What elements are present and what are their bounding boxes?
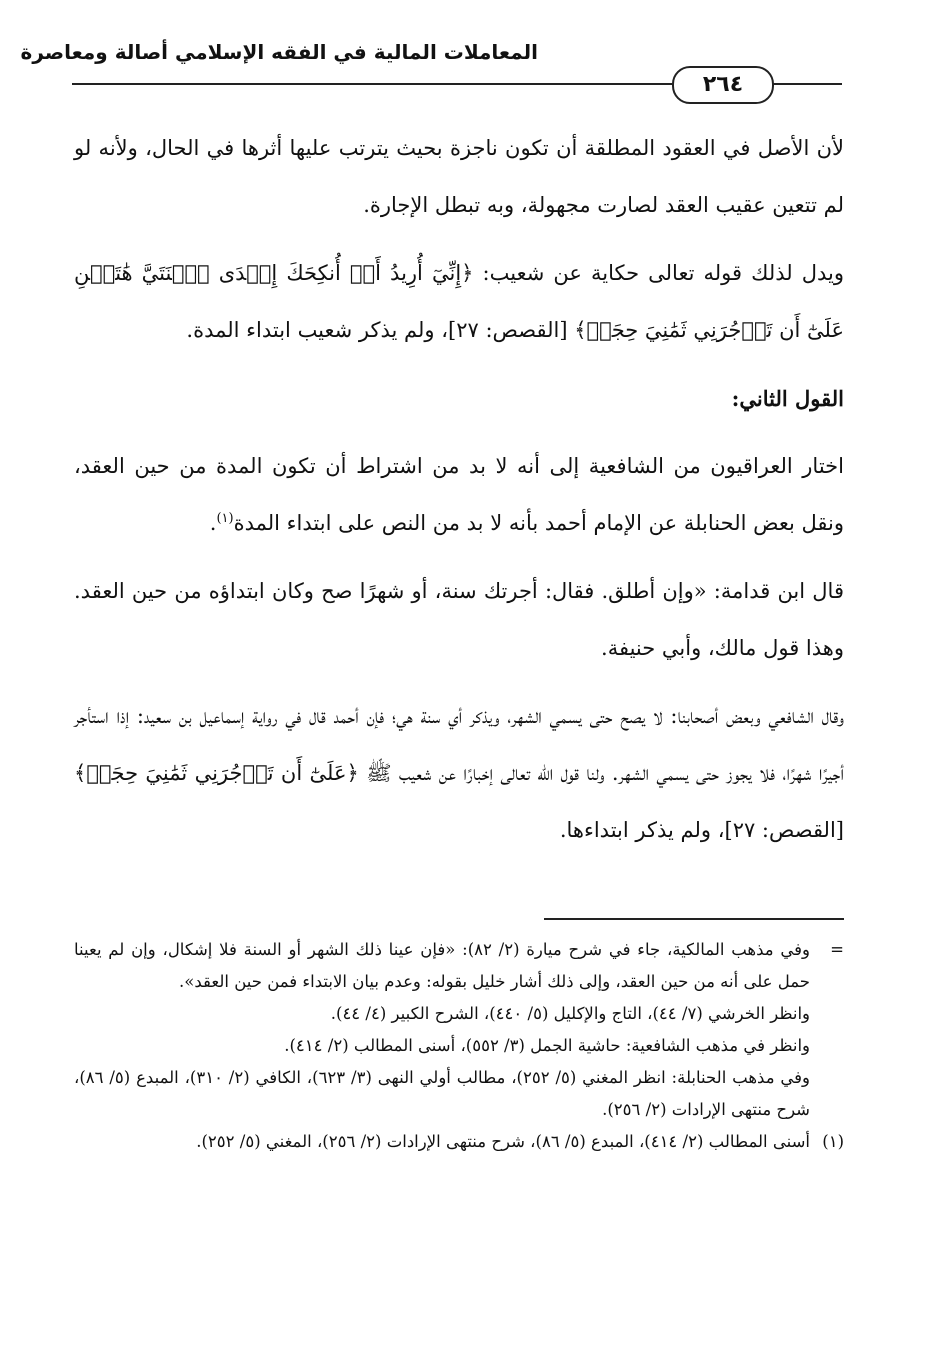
paragraph-5 — [74, 688, 844, 859]
footnotes — [74, 934, 844, 1158]
paragraph-3-text: اختار العراقيون من الشافعية إلى أنه لا بد من اشتراط أن تكون المدة من حين العقد، ونقل بعض الحنابلة عن الإمام أحمد بأنه لا بد من النص على ابتداء المدة — [74, 454, 844, 535]
quran-verse: عَلَىٰٓ أَن تَأۡجُرَنِي ثَمَٰنِيَ حِجَجٖ — [86, 761, 347, 785]
header-rule-right — [770, 83, 842, 85]
paragraph-5-text: وقال الشافعي وبعض أصحابنا: لا يصح حتى يسمي الشهر، ويذكر أي سنة هي؛ فإن أحمد قال في رواية إسماعيل بن سعيد: إذا استأجر أجيرًا شهرًا، فلا يجوز حتى يسمي الشهر. ولنا قول الله تعالى إخبارًا عن شعيب — [74, 704, 844, 785]
header-rule-left — [72, 83, 672, 85]
verse-citation: [القصص: ٢٧]، ولم يذكر ابتداءها. — [559, 818, 844, 842]
quran-bracket-open-icon: ﴿ — [461, 261, 474, 285]
quran-verse: إِنِّيٓ أُرِيدُ أَنۡ أُنكِحَكَ إِحۡدَى ٱبۡنَتَيَّ هَٰتَيۡنِ عَلَىٰٓ أَن تَأۡجُرَنِي ثَمَٰنِيَ حِجَجٖ — [74, 261, 844, 342]
page-number-badge: ٢٦٤ — [672, 66, 774, 104]
footnote-marker: = — [830, 940, 844, 959]
footnote-marker — [810, 1030, 844, 1062]
footnote-marker — [810, 1062, 844, 1126]
footnote-continuation — [74, 934, 844, 998]
footnote-line — [74, 998, 844, 1030]
section-heading: القول الثاني: — [731, 386, 844, 411]
paragraph-2-intro: ويدل لذلك قوله تعالى حكاية عن شعيب: — [473, 261, 844, 285]
footnote-text: وانظر في مذهب الشافعية: حاشية الجمل (٣/ ٥٥٢)، أسنى المطالب (٢/ ٤١٤). — [284, 1036, 810, 1055]
footnote-text: وانظر الخرشي (٧/ ٤٤)، التاج والإكليل (٥/ ٤٤٠)، الشرح الكبير (٤/ ٤٤). — [330, 1004, 810, 1023]
paragraph-3 — [74, 438, 844, 552]
quran-bracket-close-icon: ﴾ — [574, 318, 587, 342]
footnote-marker — [810, 998, 844, 1030]
running-header-title: المعاملات المالية في الفقه الإسلامي أصالة ومعاصرة — [20, 40, 538, 64]
quran-bracket-close-icon: ﴾ — [74, 761, 87, 785]
verse-citation: [القصص: ٢٧]، ولم يذكر شعيب ابتداء المدة. — [186, 318, 575, 342]
footnote-text: وفي مذهب الحنابلة: انظر المغني (٥/ ٢٥٢)، مطالب أولي النهى (٣/ ٦٢٣)، الكافي (٢/ ٣١٠)، المبدع (٥/ ٨٦)، شرح منتهى الإرادات (٢/ ٢٥٦). — [74, 1068, 811, 1119]
footnote-separator — [544, 918, 844, 920]
paragraph-4: قال ابن قدامة: «وإن أطلق. فقال: أجرتك سنة، أو شهرًا صح وكان ابتداؤه من حين العقد. وهذا قول مالك، وأبي حنيفة. — [74, 579, 844, 660]
paragraph-3-end: . — [209, 511, 217, 535]
main-text — [74, 120, 844, 870]
honorific-icon: ﷺ — [366, 761, 392, 785]
paragraph-1: لأن الأصل في العقود المطلقة أن تكون ناجزة بحيث يترتب عليها أثرها في الحال، ولأنه لو لم تتعين عقيب العقد لصارت مجهولة، وبه تبطل الإجارة. — [74, 136, 844, 217]
footnote-text: أسنى المطالب (٢/ ٤١٤)، المبدع (٥/ ٨٦)، شرح منتهى الإرادات (٢/ ٢٥٦)، المغني (٥/ ٢٥٢). — [196, 1132, 810, 1151]
footnote-marker: (١) — [822, 1132, 844, 1151]
paragraph-2 — [74, 245, 844, 359]
footnote-line — [74, 1062, 844, 1126]
footnote-1 — [74, 1126, 844, 1158]
footnote-reference[interactable]: (١) — [216, 511, 234, 526]
quran-bracket-open-icon: ﴿ — [346, 761, 367, 785]
footnote-text: وفي مذهب المالكية، جاء في شرح ميارة (٢/ ٨٢): «فإن عينا ذلك الشهر أو السنة فلا إشكال، وإن لم يعينا حمل على أنه من حين العقد، وإلى ذلك أشار خليل بقوله: وعدم بيان الابتداء فمن حين العقد». — [74, 940, 810, 991]
footnote-line — [74, 1030, 844, 1062]
